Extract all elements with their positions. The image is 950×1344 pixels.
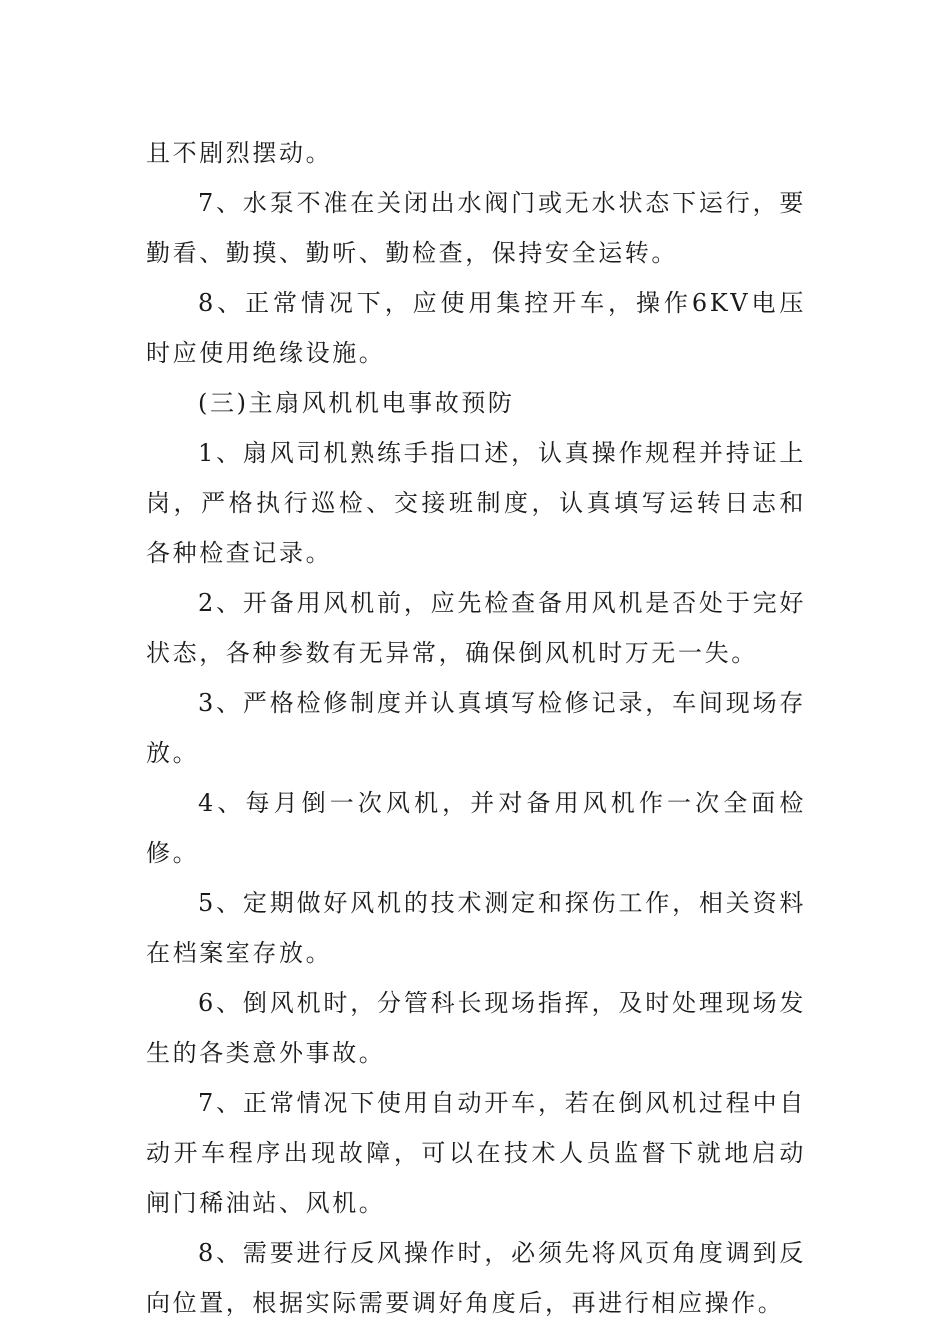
paragraph-continuation: 且不剧烈摆动。 [146,139,333,167]
section-heading-main-fan: (三)主扇风机机电事故预防 [198,389,515,417]
paragraph-item-4-fan: 4、每月倒一次风机，并对备用风机作一次全面检修。 [146,789,806,867]
paragraph-item-8-fan: 8、需要进行反风操作时，必须先将风页角度调到反向位置，根据实际需要调好角度后，再进行相应操作。 [146,1239,806,1317]
paragraph-item-7-pump: 7、水泵不准在关闭出水阀门或无水状态下运行，要勤看、勤摸、勤听、勤检查，保持安全运转。 [146,189,806,267]
document-body [146,128,806,1328]
paragraph-item-2-fan: 2、开备用风机前，应先检查备用风机是否处于完好状态，各种参数有无异常，确保倒风机时万无一失。 [146,589,806,667]
paragraph-item-5-fan: 5、定期做好风机的技术测定和探伤工作，相关资料在档案室存放。 [146,889,806,967]
paragraph-item-7-fan: 7、正常情况下使用自动开车，若在倒风机过程中自动开车程序出现故障，可以在技术人员监督下就地启动闸门稀油站、风机。 [146,1089,806,1217]
paragraph-item-8-pump: 8、正常情况下，应使用集控开车，操作6KV电压时应使用绝缘设施。 [146,289,806,367]
paragraph-item-3-fan: 3、严格检修制度并认真填写检修记录，车间现场存放。 [146,689,806,767]
paragraph-item-1-fan: 1、扇风司机熟练手指口述，认真操作规程并持证上岗，严格执行巡检、交接班制度，认真填写运转日志和各种检查记录。 [146,439,806,567]
paragraph-item-6-fan: 6、倒风机时，分管科长现场指挥，及时处理现场发生的各类意外事故。 [146,989,806,1067]
